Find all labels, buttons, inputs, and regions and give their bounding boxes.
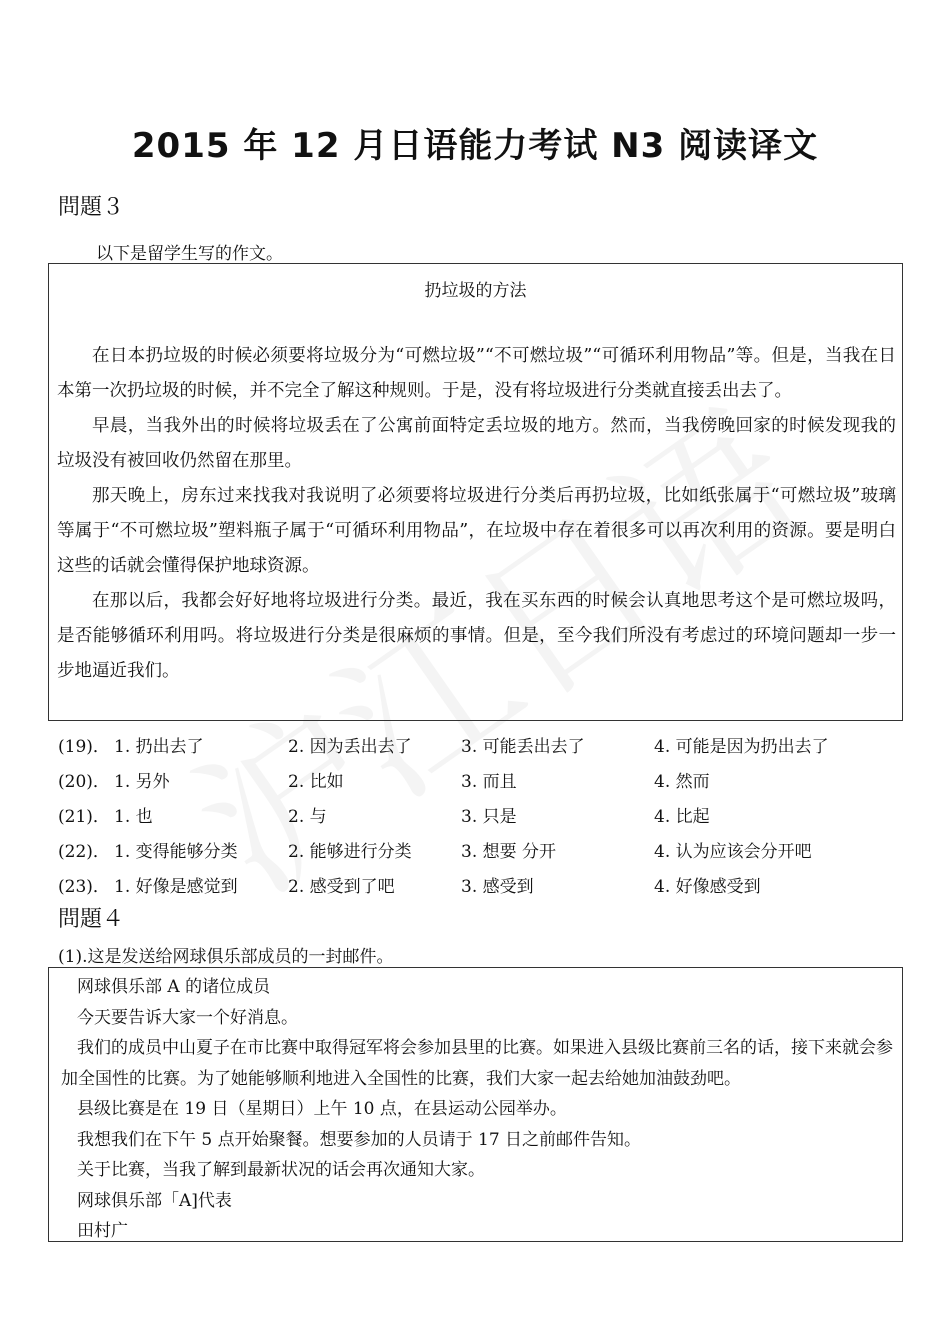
mail-signature-role: 网球俱乐部「A]代表 <box>77 1190 232 1211</box>
section-3-heading: 問題３ <box>58 195 125 220</box>
answer-option[interactable]: 3. 只是 <box>461 807 517 827</box>
mail-box <box>48 967 903 1242</box>
essay-paragraph: 在日本扔垃圾的时候必须要将垃圾分为“可燃垃圾”“不可燃垃圾”“可循环利用物品”等。但是，当我在日本第一次扔垃圾的时候，并不完全了解这种规则。于是，没有将垃圾进行分类就直接丢出去了。 <box>57 346 896 401</box>
question-number: (22)． <box>58 842 110 862</box>
question-row <box>58 872 918 902</box>
question-row <box>58 732 918 762</box>
answer-option[interactable]: 1. 变得能够分类 <box>114 842 238 862</box>
answer-option[interactable]: 4. 认为应该会分开吧 <box>654 842 812 862</box>
answer-option[interactable]: 3. 感受到 <box>461 877 534 897</box>
essay-paragraph: 早晨，当我外出的时候将垃圾丢在了公寓前面特定丢垃圾的地方。然而，当我傍晚回家的时候发现我的垃圾没有被回收仍然留在那里。 <box>57 416 896 471</box>
answer-option[interactable]: 1. 也 <box>114 807 153 827</box>
answer-option[interactable]: 1. 另外 <box>114 772 170 792</box>
answer-option[interactable]: 4. 然而 <box>654 772 710 792</box>
answer-option[interactable]: 1. 好像是感觉到 <box>114 877 238 897</box>
mail-body <box>61 972 896 1247</box>
mail-line: 关于比赛，当我了解到最新状况的话会再次通知大家。 <box>77 1160 485 1180</box>
answer-option[interactable]: 2. 能够进行分类 <box>288 842 412 862</box>
answer-option[interactable]: 2. 感受到了吧 <box>288 877 395 897</box>
mail-line: 我们的成员中山夏子在市比赛中取得冠军将会参加县里的比赛。如果进入县级比赛前三名的话，接下来就会参加全国性的比赛。为了她能够顺利地进入全国性的比赛，我们大家一起去给她加油鼓劲吧。 <box>61 1038 893 1089</box>
page-title: 2015 年 12 月日语能力考试 N3 阅读译文 <box>131 126 819 166</box>
answer-option[interactable]: 1. 扔出去了 <box>114 737 204 757</box>
essay-paragraph: 那天晚上，房东过来找我对我说明了必须要将垃圾进行分类后再扔垃圾，比如纸张属于“可燃垃圾”玻璃等属于“不可燃垃圾”塑料瓶子属于“可循环利用物品”，在垃圾中存在着很多可以再次利用的资源。要是明白这些的话就会懂得保护地球资源。 <box>57 486 896 576</box>
question-row <box>58 837 918 867</box>
essay-paragraph: 在那以后，我都会好好地将垃圾进行分类。最近，我在买东西的时候会认真地思考这个是可燃垃圾吗，是否能够循环利用吗。将垃圾进行分类是很麻烦的事情。但是，至今我们所没有考虑过的环境问题却一步一步地逼近我们。 <box>57 591 896 681</box>
question-number: (19)． <box>58 737 110 757</box>
answer-option[interactable]: 3. 想要 分开 <box>461 842 557 862</box>
answer-option[interactable]: 3. 可能丢出去了 <box>461 737 585 757</box>
answer-option[interactable]: 4. 可能是因为扔出去了 <box>654 737 829 757</box>
essay-box <box>48 263 903 721</box>
question-row <box>58 767 918 797</box>
question-row <box>58 802 918 832</box>
answer-option[interactable]: 4. 好像感受到 <box>654 877 761 897</box>
mail-line: 我想我们在下午 5 点开始聚餐。想要参加的人员请于 17 日之前邮件告知。 <box>77 1129 642 1150</box>
answer-option[interactable]: 2. 与 <box>288 807 327 827</box>
answer-option[interactable]: 3. 而且 <box>461 772 517 792</box>
section-3-intro: 以下是留学生写的作文。 <box>96 244 283 264</box>
essay-body <box>57 339 896 689</box>
question-number: (23)． <box>58 877 110 897</box>
answer-option[interactable]: 2. 比如 <box>288 772 344 792</box>
question-number: (21)． <box>58 807 110 827</box>
question-number: (20)． <box>58 772 110 792</box>
section-4-heading: 問題４ <box>58 907 125 932</box>
essay-title: 扔垃圾的方法 <box>424 281 527 301</box>
section-4-intro: (1).这是发送给网球俱乐部成员的一封邮件。 <box>58 947 394 967</box>
mail-line: 县级比赛是在 19 日（星期日）上午 10 点，在县运动公园举办。 <box>77 1099 567 1119</box>
mail-greeting: 网球俱乐部 A 的诸位成员 <box>77 977 271 997</box>
answer-option[interactable]: 2. 因为丢出去了 <box>288 737 412 757</box>
answer-option[interactable]: 4. 比起 <box>654 807 710 827</box>
mail-line: 今天要告诉大家一个好消息。 <box>77 1007 298 1028</box>
mail-signature-name: 田村广 <box>77 1221 128 1241</box>
